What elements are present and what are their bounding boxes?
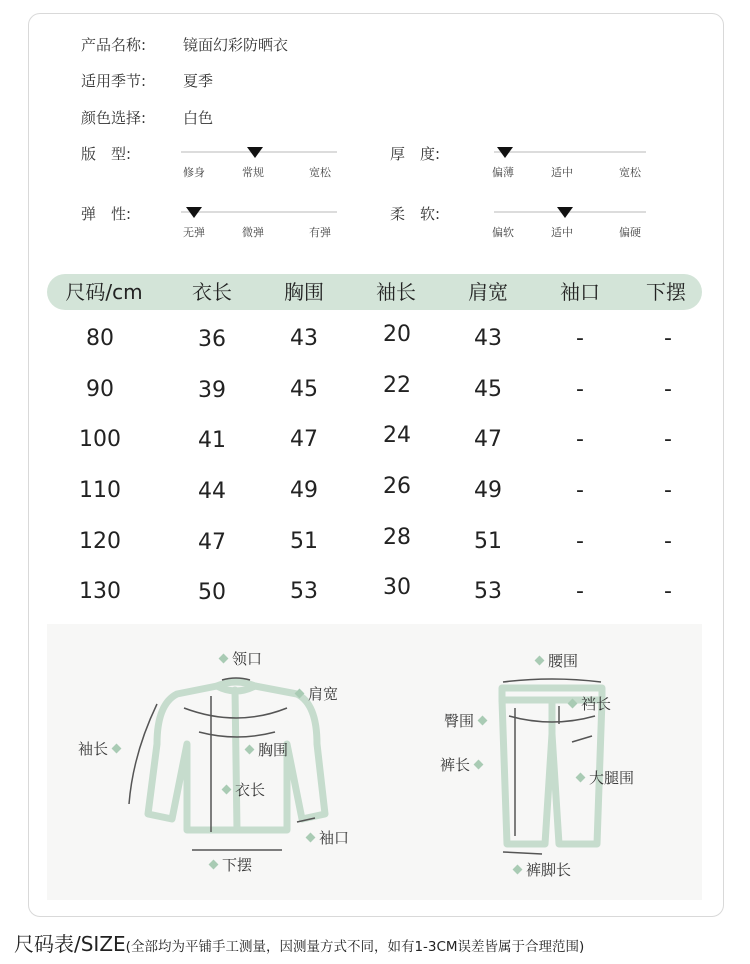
cell-shoulder: 43 — [474, 326, 502, 351]
cell-shoulder: 49 — [474, 478, 502, 503]
cell-length: 36 — [198, 327, 226, 352]
waist-label: 腰围 — [531, 650, 578, 671]
diamond-bullet-icon — [219, 654, 229, 664]
leg-opening-label: 裤脚长 — [509, 859, 571, 880]
fit-label: 版 型: — [81, 145, 132, 163]
season-label: 适用季节: — [81, 72, 147, 90]
thickness-marker — [497, 147, 513, 158]
cell-cuff: - — [576, 478, 584, 503]
elasticity-option-1: 无弹 — [183, 226, 205, 239]
cell-size: 130 — [79, 579, 121, 604]
size-table-header — [47, 274, 702, 310]
thickness-option-1: 偏薄 — [492, 166, 514, 179]
cell-cuff: - — [576, 326, 584, 351]
cell-shoulder: 51 — [474, 529, 502, 554]
fit-option-2: 常规 — [242, 166, 264, 179]
product-name-value: 镜面幻彩防晒衣 — [183, 36, 289, 54]
diamond-bullet-icon — [245, 745, 255, 755]
shoulder-label: 肩宽 — [291, 683, 338, 704]
cell-length: 47 — [198, 530, 226, 555]
cell-hem: - — [664, 529, 672, 554]
cell-hem: - — [664, 377, 672, 402]
rise-label: 裆长 — [564, 693, 611, 714]
footer-caption — [14, 928, 584, 957]
jacket-illustration — [148, 682, 325, 830]
fit-option-3: 宽松 — [309, 166, 331, 179]
color-label: 颜色选择: — [81, 109, 147, 127]
diamond-bullet-icon — [306, 833, 316, 843]
thickness-option-3: 宽松 — [619, 166, 641, 179]
cell-hem: - — [664, 478, 672, 503]
cell-sleeve: 26 — [383, 474, 411, 499]
cell-chest: 51 — [290, 529, 318, 554]
diamond-bullet-icon — [112, 744, 122, 754]
cell-chest: 53 — [290, 579, 318, 604]
cell-shoulder: 45 — [474, 377, 502, 402]
thickness-track — [494, 151, 646, 153]
cell-chest: 47 — [290, 427, 318, 452]
header-hem: 下摆 — [646, 280, 686, 304]
diamond-bullet-icon — [576, 773, 586, 783]
header-chest: 胸围 — [284, 280, 324, 304]
elasticity-label: 弹 性: — [81, 205, 132, 223]
color-value: 白色 — [183, 109, 214, 127]
collar-label: 领口 — [215, 648, 262, 669]
cell-size: 120 — [79, 529, 121, 554]
elasticity-option-2: 微弹 — [242, 226, 264, 239]
fit-option-1: 修身 — [183, 166, 205, 179]
footer-note: (全部均为平铺手工测量，因测量方式不同，如有1-3CM误差皆属于合理范围) — [125, 939, 585, 955]
cell-sleeve: 30 — [383, 575, 411, 600]
header-shoulder: 肩宽 — [468, 280, 508, 304]
header-size: 尺码/cm — [65, 280, 143, 304]
softness-option-3: 偏硬 — [619, 226, 641, 239]
header-cuff: 袖口 — [560, 280, 600, 304]
fit-marker — [247, 147, 263, 158]
softness-marker — [557, 207, 573, 218]
season-row — [81, 70, 213, 91]
thickness-option-2: 适中 — [551, 166, 573, 179]
diamond-bullet-icon — [295, 689, 305, 699]
color-row — [81, 107, 213, 128]
cell-shoulder: 53 — [474, 579, 502, 604]
pants-length-label: 裤长 — [440, 754, 487, 775]
header-sleeve: 袖长 — [376, 280, 416, 304]
chest-label: 胸围 — [241, 739, 288, 760]
cell-chest: 43 — [290, 326, 318, 351]
hem-label: 下摆 — [205, 854, 252, 875]
softness-label: 柔 软: — [390, 205, 441, 223]
hip-label: 臀围 — [444, 710, 491, 731]
cell-hem: - — [664, 427, 672, 452]
cell-hem: - — [664, 326, 672, 351]
length-label: 衣长 — [218, 779, 265, 800]
garment-illustration — [47, 624, 702, 900]
diamond-bullet-icon — [222, 785, 232, 795]
cell-chest: 49 — [290, 478, 318, 503]
cell-size: 80 — [86, 326, 114, 351]
cell-sleeve: 22 — [383, 373, 411, 398]
season-value: 夏季 — [183, 72, 214, 90]
header-length: 衣长 — [192, 280, 232, 304]
cell-cuff: - — [576, 377, 584, 402]
cell-sleeve: 28 — [383, 525, 411, 550]
thickness-label: 厚 度: — [390, 145, 441, 163]
diamond-bullet-icon — [568, 699, 578, 709]
cell-size: 110 — [79, 478, 121, 503]
diamond-bullet-icon — [209, 860, 219, 870]
cell-length: 44 — [198, 479, 226, 504]
product-name-row — [81, 34, 288, 55]
elasticity-option-3: 有弹 — [309, 226, 331, 239]
cell-cuff: - — [576, 579, 584, 604]
cell-sleeve: 24 — [383, 423, 411, 448]
cell-hem: - — [664, 579, 672, 604]
softness-option-2: 适中 — [551, 226, 573, 239]
cell-cuff: - — [576, 427, 584, 452]
cell-shoulder: 47 — [474, 427, 502, 452]
diamond-bullet-icon — [478, 716, 488, 726]
cell-cuff: - — [576, 529, 584, 554]
cell-length: 41 — [198, 428, 226, 453]
diamond-bullet-icon — [535, 656, 545, 666]
elasticity-track — [181, 211, 337, 213]
cell-size: 100 — [79, 427, 121, 452]
cell-length: 50 — [198, 580, 226, 605]
cell-chest: 45 — [290, 377, 318, 402]
softness-option-1: 偏软 — [492, 226, 514, 239]
elasticity-marker — [186, 207, 202, 218]
diamond-bullet-icon — [474, 760, 484, 770]
footer-title: 尺码表/SIZE — [14, 932, 126, 956]
cell-sleeve: 20 — [383, 322, 411, 347]
cell-length: 39 — [198, 378, 226, 403]
product-name-label: 产品名称: — [81, 36, 147, 54]
cell-size: 90 — [86, 377, 114, 402]
sleeve-label: 袖长 — [78, 738, 125, 759]
measurement-diagram — [47, 624, 702, 900]
thigh-label: 大腿围 — [572, 767, 634, 788]
diamond-bullet-icon — [513, 865, 523, 875]
cuff-label: 袖口 — [302, 827, 349, 848]
